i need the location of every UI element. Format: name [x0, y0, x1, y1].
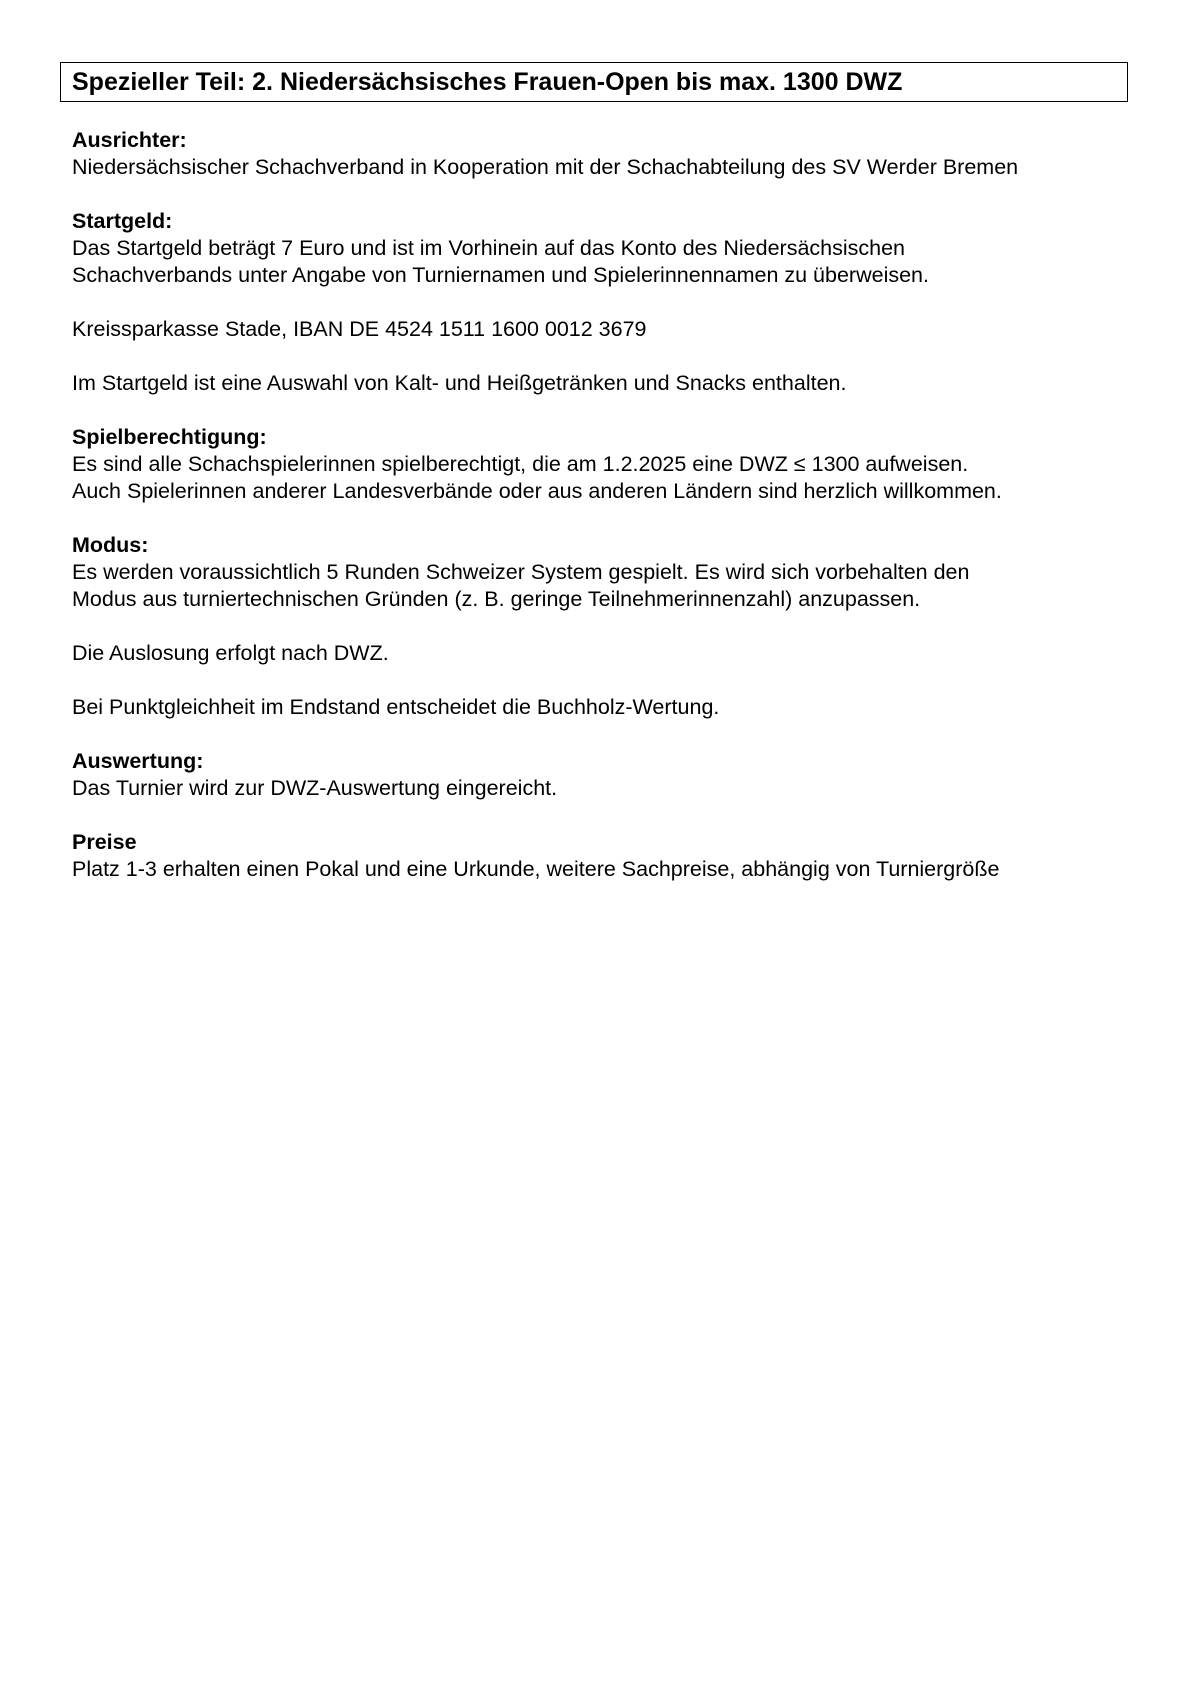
spacer — [72, 289, 1152, 316]
section-ausrichter — [72, 127, 1152, 181]
spacer — [72, 721, 1152, 748]
ausrichter-text: Niedersächsischer Schachverband in Kooperation mit der Schachabteilung des SV Werder Bremen — [72, 155, 1019, 179]
heading-modus: Modus: — [72, 533, 149, 557]
spacer — [72, 802, 1152, 829]
spacer — [72, 343, 1152, 370]
spacer — [72, 667, 1152, 694]
modus-text-line-1: Es werden voraussichtlich 5 Runden Schweizer System gespielt. Es wird sich vorbehalten den — [72, 560, 970, 584]
spielberechtigung-text-line-2: Auch Spielerinnen anderer Landesverbände oder aus anderen Ländern sind herzlich willkommen. — [72, 479, 1002, 503]
auswertung-text: Das Turnier wird zur DWZ-Auswertung eingereicht. — [72, 776, 558, 800]
bank-details: Kreissparkasse Stade, IBAN DE 4524 1511 1600 0012 3679 — [72, 317, 647, 341]
heading-startgeld: Startgeld: — [72, 209, 173, 233]
preise-text: Platz 1-3 erhalten einen Pokal und eine Urkunde, weitere Sachpreise, abhängig von Turniergröße — [72, 857, 1000, 881]
startgeld-text-line-1: Das Startgeld beträgt 7 Euro und ist im Vorhinein auf das Konto des Niedersächsischen — [72, 236, 906, 260]
section-preise — [72, 829, 1152, 883]
startgeld-text-line-2: Schachverbands unter Angabe von Turniernamen und Spielerinnennamen zu überweisen. — [72, 263, 929, 287]
spacer — [72, 505, 1152, 532]
spielberechtigung-text-line-1: Es sind alle Schachspielerinnen spielberechtigt, die am 1.2.2025 eine DWZ ≤ 1300 aufweisen. — [72, 452, 969, 476]
modus-wertung: Bei Punktgleichheit im Endstand entscheidet die Buchholz-Wertung. — [72, 695, 720, 719]
section-startgeld — [72, 208, 1152, 397]
section-auswertung — [72, 748, 1152, 802]
heading-auswertung: Auswertung: — [72, 749, 204, 773]
document-body — [72, 127, 1152, 883]
heading-preise: Preise — [72, 830, 137, 854]
spacer — [72, 613, 1152, 640]
section-modus — [72, 532, 1152, 721]
spacer — [72, 397, 1152, 424]
heading-ausrichter: Ausrichter: — [72, 128, 187, 152]
startgeld-snacks: Im Startgeld ist eine Auswahl von Kalt- und Heißgetränken und Snacks enthalten. — [72, 371, 847, 395]
title-box — [60, 62, 1128, 102]
spacer — [72, 181, 1152, 208]
heading-spielberechtigung: Spielberechtigung: — [72, 425, 267, 449]
page-title: Spezieller Teil: 2. Niedersächsisches Frauen-Open bis max. 1300 DWZ — [72, 67, 903, 96]
modus-text-line-2: Modus aus turniertechnischen Gründen (z. B. geringe Teilnehmerinnenzahl) anzupassen. — [72, 587, 921, 611]
modus-auslosung: Die Auslosung erfolgt nach DWZ. — [72, 641, 389, 665]
section-spielberechtigung — [72, 424, 1152, 505]
